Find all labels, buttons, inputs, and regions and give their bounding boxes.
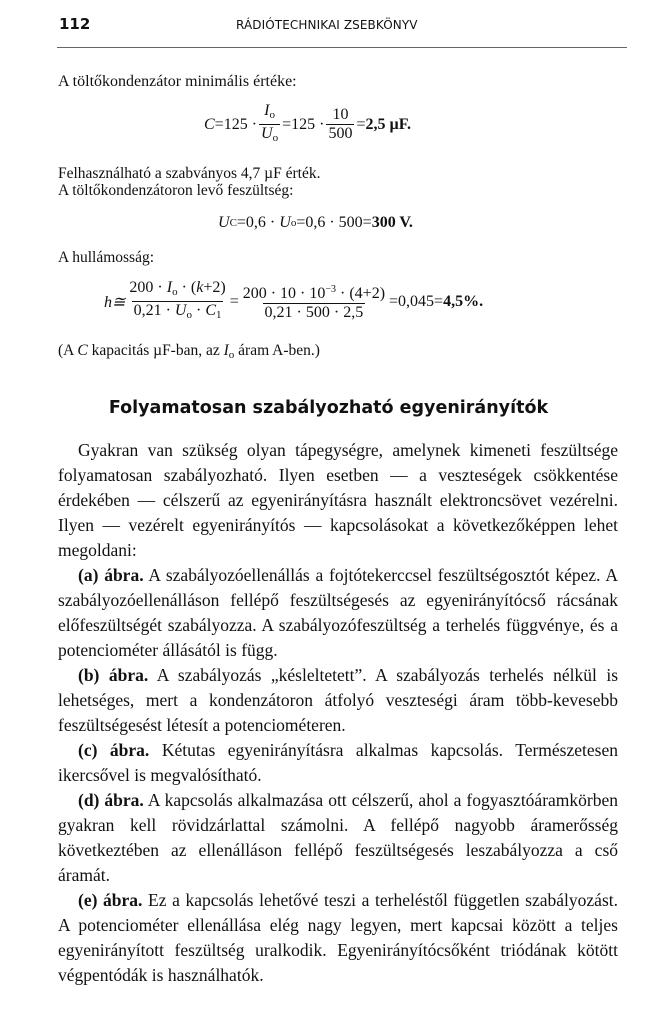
frac-part: · (191, 302, 206, 319)
formula-c-fraction-1 (259, 102, 280, 147)
figure-c-paragraph (58, 738, 618, 788)
figure-description: Kétutas egyenirányításra alkalmas kapcsolás. Természetesen ikercsővel is megvalósítható. (58, 740, 618, 785)
formula-c-lhs: C (204, 115, 215, 133)
figure-description: A szabályozás „késleltetett”. A szabályozás terhelés nélkül is lehetséges, mert a kondenzátoron átfolyó veszteségi áram több-kevesebb feszültségesést létesít a potenciométeren. (58, 665, 619, 735)
formula-text: =0,6 · 500= (296, 214, 372, 231)
figure-e-paragraph (58, 888, 618, 988)
formula-result: 4,5%. (443, 292, 484, 310)
figure-description: A szabályozóellenállás a fojtótekerccsel feszültségosztót képez. A szabályozóellenálláson fellépő feszültségesés az egyenirányítócső rácsának előfeszültségét szabályozza. A szabályozófeszültség a terhelés függvénye, és a potenciométer állásától is függ. (58, 565, 619, 660)
frac-part: 0,21 · (133, 302, 175, 319)
min-capacitor-intro: A töltőkondenzátor minimális értéke: (58, 73, 297, 90)
figure-label: (d) ábra. (78, 790, 144, 810)
frac-sub: 1 (215, 309, 222, 321)
formula-capacitor-voltage (218, 214, 413, 232)
note-text: kapacitás µF-ban, az (87, 342, 224, 359)
units-note (58, 342, 320, 361)
standard-value-note: Felhasználható a szabványos 4,7 µF érték. (58, 165, 321, 182)
frac-var: k (196, 279, 204, 296)
formula-c-result: 2,5 µF. (365, 115, 412, 133)
figure-label: (c) ábra. (78, 740, 150, 760)
frac-part: · ( (177, 279, 197, 296)
formula-c-eq2: =125 · (282, 115, 325, 133)
figure-label: (e) ábra. (78, 890, 143, 910)
voltage-intro: A töltőkondenzátoron levő feszültség: (58, 182, 294, 199)
formula-sub: C (229, 217, 237, 229)
frac-var: I (166, 279, 173, 296)
frac-sub: o (272, 132, 279, 144)
figure-label: (b) ábra. (78, 665, 149, 685)
formula-ripple (104, 279, 483, 324)
section-heading: Folyamatosan szabályozható egyenirányítók (108, 398, 549, 418)
frac-sub: o (186, 309, 192, 321)
note-text: áram A-ben.) (234, 342, 320, 359)
frac-part: 200 · 10 · 10 (242, 285, 326, 302)
frac-sub: o (269, 109, 275, 121)
figure-label: (a) ábra. (78, 565, 144, 585)
note-var: C (77, 342, 88, 359)
formula-lhs: h≅ (104, 293, 126, 311)
figure-a-paragraph (58, 563, 618, 663)
figure-d-paragraph (58, 788, 618, 888)
frac-var: C (205, 302, 216, 319)
frac-var: I (264, 102, 270, 119)
formula-capacitance (204, 102, 411, 147)
frac-numerator: 10 (332, 106, 349, 123)
formula-var: U (218, 214, 230, 231)
frac-var: U (174, 302, 187, 319)
figure-b-paragraph (58, 663, 618, 738)
section-body (58, 438, 618, 988)
note-var: I (223, 342, 229, 359)
formula-h-fraction-1 (127, 279, 227, 324)
formula-c-fraction-2 (326, 106, 354, 143)
frac-sub: o (172, 286, 178, 298)
figure-description: Ez a kapcsolás lehetővé teszi a terheléstől független szabályozást. A potenciométer ellenállása elég nagy legyen, mert kapcsai között a teljes egyenirányított feszültség uralkodik. Egyenirányítócsőként triódának kötött végpentódák is használhatók. (58, 890, 618, 985)
frac-denominator: 500 (328, 125, 353, 142)
formula-eq: = (229, 292, 239, 310)
formula-c-eq1: =125 · (214, 115, 258, 133)
figure-description: A kapcsolás alkalmazása ott célszerű, ahol a fogyasztóáramkörben gyakran kell rövidzárlattal számolni. A fellépő nagyobb áramerősség következtében az ellenálláson fellépő feszültségesés leszabályozza a cső áramát. (58, 790, 619, 885)
formula-text: =0,6 · (236, 214, 280, 231)
ripple-intro: A hullámosság: (58, 249, 155, 266)
note-text: (A (58, 342, 78, 359)
frac-part: 200 · (129, 279, 167, 296)
frac-part: · (4+2) (336, 285, 386, 302)
formula-h-fraction-2 (241, 281, 387, 322)
formula-sub: o (290, 217, 297, 229)
formula-c-eq3: = (356, 115, 366, 133)
formula-text: =0,045= (389, 292, 444, 310)
frac-var: U (261, 125, 273, 142)
page-number: 112 (59, 15, 91, 33)
frac-denominator: 0,21 · 500 · 2,5 (264, 304, 364, 321)
header-rule (57, 47, 627, 48)
frac-exponent: −3 (325, 284, 337, 295)
note-sub: o (228, 349, 235, 361)
intro-paragraph: Gyakran van szükség olyan tápegységre, amelynek kimeneti feszültsége folyamatosan szabályozható. Ilyen esetben — a veszteségek csökkentése érdekében — célszerű az egyenirányításra használt elektroncsövet vezérelni. Ilyen — vezérelt egyenirányítós — kapcsolásokat a következőképpen lehet megoldani: (58, 440, 618, 560)
formula-result: 300 V. (371, 214, 413, 231)
formula-var: U (279, 214, 291, 231)
running-header-title: RÁDIÓTECHNIKAI ZSEBKÖNYV (236, 18, 418, 32)
frac-part: +2) (203, 279, 226, 296)
